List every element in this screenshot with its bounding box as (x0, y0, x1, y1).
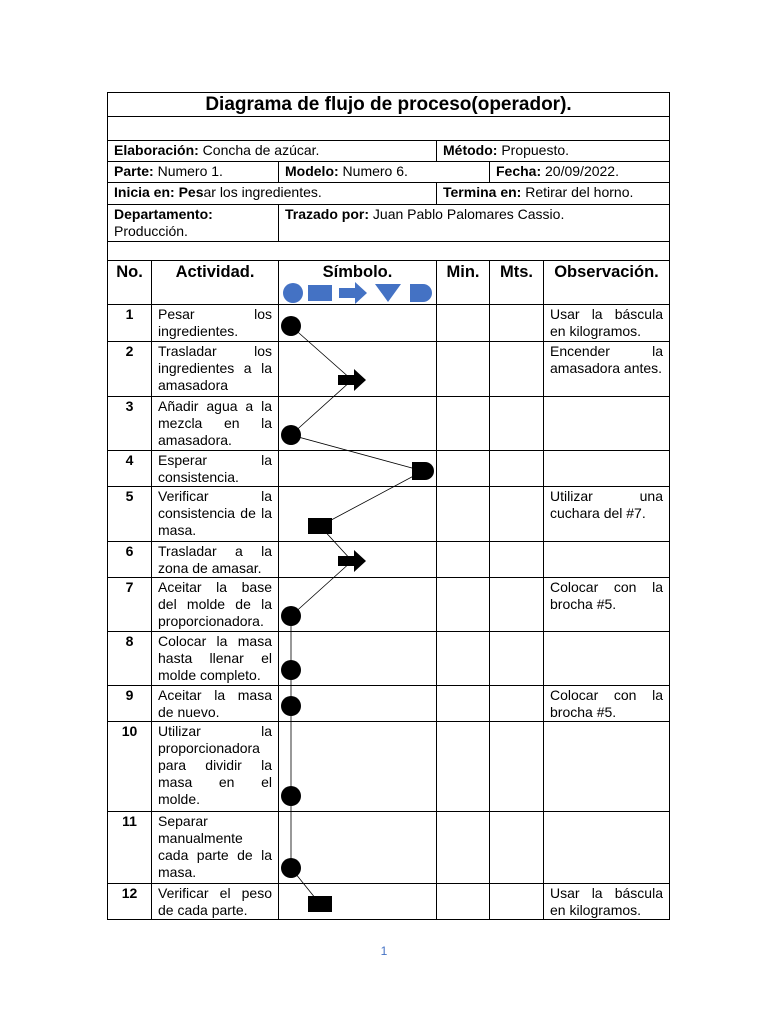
col-header-actividad: Actividad. (151, 260, 279, 305)
row-min (436, 541, 490, 578)
row-min (436, 577, 490, 632)
row-mts (489, 304, 544, 342)
row-mts (489, 486, 544, 542)
row-simbolo-cell (278, 721, 437, 812)
row-mts (489, 341, 544, 397)
row-observacion: Colocar con la brocha #5. (543, 577, 670, 632)
row-min (436, 811, 490, 884)
row-actividad: Colocar la masa hasta llenar el molde completo. (151, 631, 279, 686)
row-mts (489, 450, 544, 487)
row-observacion: Colocar con la brocha #5. (543, 685, 670, 722)
row-no: 7 (107, 577, 152, 632)
row-simbolo-cell (278, 341, 437, 397)
page-number: 1 (380, 944, 388, 958)
row-min (436, 304, 490, 342)
row-actividad: Aceitar la masa de nuevo. (151, 685, 279, 722)
row-no: 12 (107, 883, 152, 920)
col-header-observacion: Observación. (543, 260, 670, 305)
document-title: Diagrama de flujo de proceso(operador). (107, 92, 670, 117)
row-mts (489, 396, 544, 451)
modelo-cell: Modelo: Numero 6. (278, 161, 490, 183)
col-header-min: Min. (436, 260, 490, 305)
row-observacion: Utilizar una cuchara del #7. (543, 486, 670, 542)
row-actividad: Separar manualmente cada parte de la masa. (151, 811, 279, 884)
parte-cell: Parte: Numero 1. (107, 161, 279, 183)
row-min (436, 450, 490, 487)
row-min (436, 883, 490, 920)
row-mts (489, 631, 544, 686)
row-observacion: Encender la amasadora antes. (543, 341, 670, 397)
row-actividad: Trasladar a la zona de amasar. (151, 541, 279, 578)
termina-cell: Termina en: Retirar del horno. (436, 182, 670, 205)
row-mts (489, 811, 544, 884)
row-actividad: Esperar la consistencia. (151, 450, 279, 487)
row-simbolo-cell (278, 883, 437, 920)
row-simbolo-cell (278, 304, 437, 342)
row-mts (489, 577, 544, 632)
fecha-cell: Fecha: 20/09/2022. (489, 161, 670, 183)
row-min (436, 685, 490, 722)
col-header-mts: Mts. (489, 260, 544, 305)
row-no: 9 (107, 685, 152, 722)
row-simbolo-cell (278, 577, 437, 632)
row-simbolo-cell (278, 685, 437, 722)
row-no: 4 (107, 450, 152, 487)
row-mts (489, 541, 544, 578)
row-no: 6 (107, 541, 152, 578)
row-actividad: Añadir agua a la mezcla en la amasadora. (151, 396, 279, 451)
spacer-row (107, 241, 670, 261)
col-header-simbolo: Símbolo. (278, 260, 437, 305)
row-no: 10 (107, 721, 152, 812)
row-min (436, 721, 490, 812)
row-actividad: Verificar la consistencia de la masa. (151, 486, 279, 542)
row-actividad: Trasladar los ingredientes a la amasadora (151, 341, 279, 397)
row-no: 8 (107, 631, 152, 686)
row-simbolo-cell (278, 450, 437, 487)
row-simbolo-cell (278, 486, 437, 542)
inicia-cell: Inicia en: Pesar los ingredientes. (107, 182, 437, 205)
elaboracion-cell: Elaboración: Concha de azúcar. (107, 140, 437, 162)
row-no: 3 (107, 396, 152, 451)
row-min (436, 631, 490, 686)
row-simbolo-cell (278, 541, 437, 578)
row-mts (489, 883, 544, 920)
row-min (436, 486, 490, 542)
row-observacion (543, 721, 670, 812)
row-no: 1 (107, 304, 152, 342)
spacer-row (107, 116, 670, 141)
row-observacion (543, 396, 670, 451)
trazado-cell: Trazado por: Juan Pablo Palomares Cassio. (278, 204, 670, 242)
row-actividad: Pesar los ingredientes. (151, 304, 279, 342)
row-observacion (543, 631, 670, 686)
row-mts (489, 685, 544, 722)
col-header-no: No. (107, 260, 152, 305)
row-simbolo-cell (278, 631, 437, 686)
row-observacion: Usar la báscula en kilogramos. (543, 883, 670, 920)
metodo-cell: Método: Propuesto. (436, 140, 670, 162)
row-no: 2 (107, 341, 152, 397)
row-min (436, 396, 490, 451)
row-simbolo-cell (278, 396, 437, 451)
row-no: 11 (107, 811, 152, 884)
row-actividad: Aceitar la base del molde de la proporcionadora. (151, 577, 279, 632)
row-simbolo-cell (278, 811, 437, 884)
row-actividad: Verificar el peso de cada parte. (151, 883, 279, 920)
row-observacion (543, 450, 670, 487)
row-mts (489, 721, 544, 812)
row-no: 5 (107, 486, 152, 542)
row-observacion: Usar la báscula en kilogramos. (543, 304, 670, 342)
row-actividad: Utilizar la proporcionadora para dividir la masa en el molde. (151, 721, 279, 812)
row-observacion (543, 541, 670, 578)
row-min (436, 341, 490, 397)
departamento-cell: Departamento: Producción. (107, 204, 279, 242)
row-observacion (543, 811, 670, 884)
